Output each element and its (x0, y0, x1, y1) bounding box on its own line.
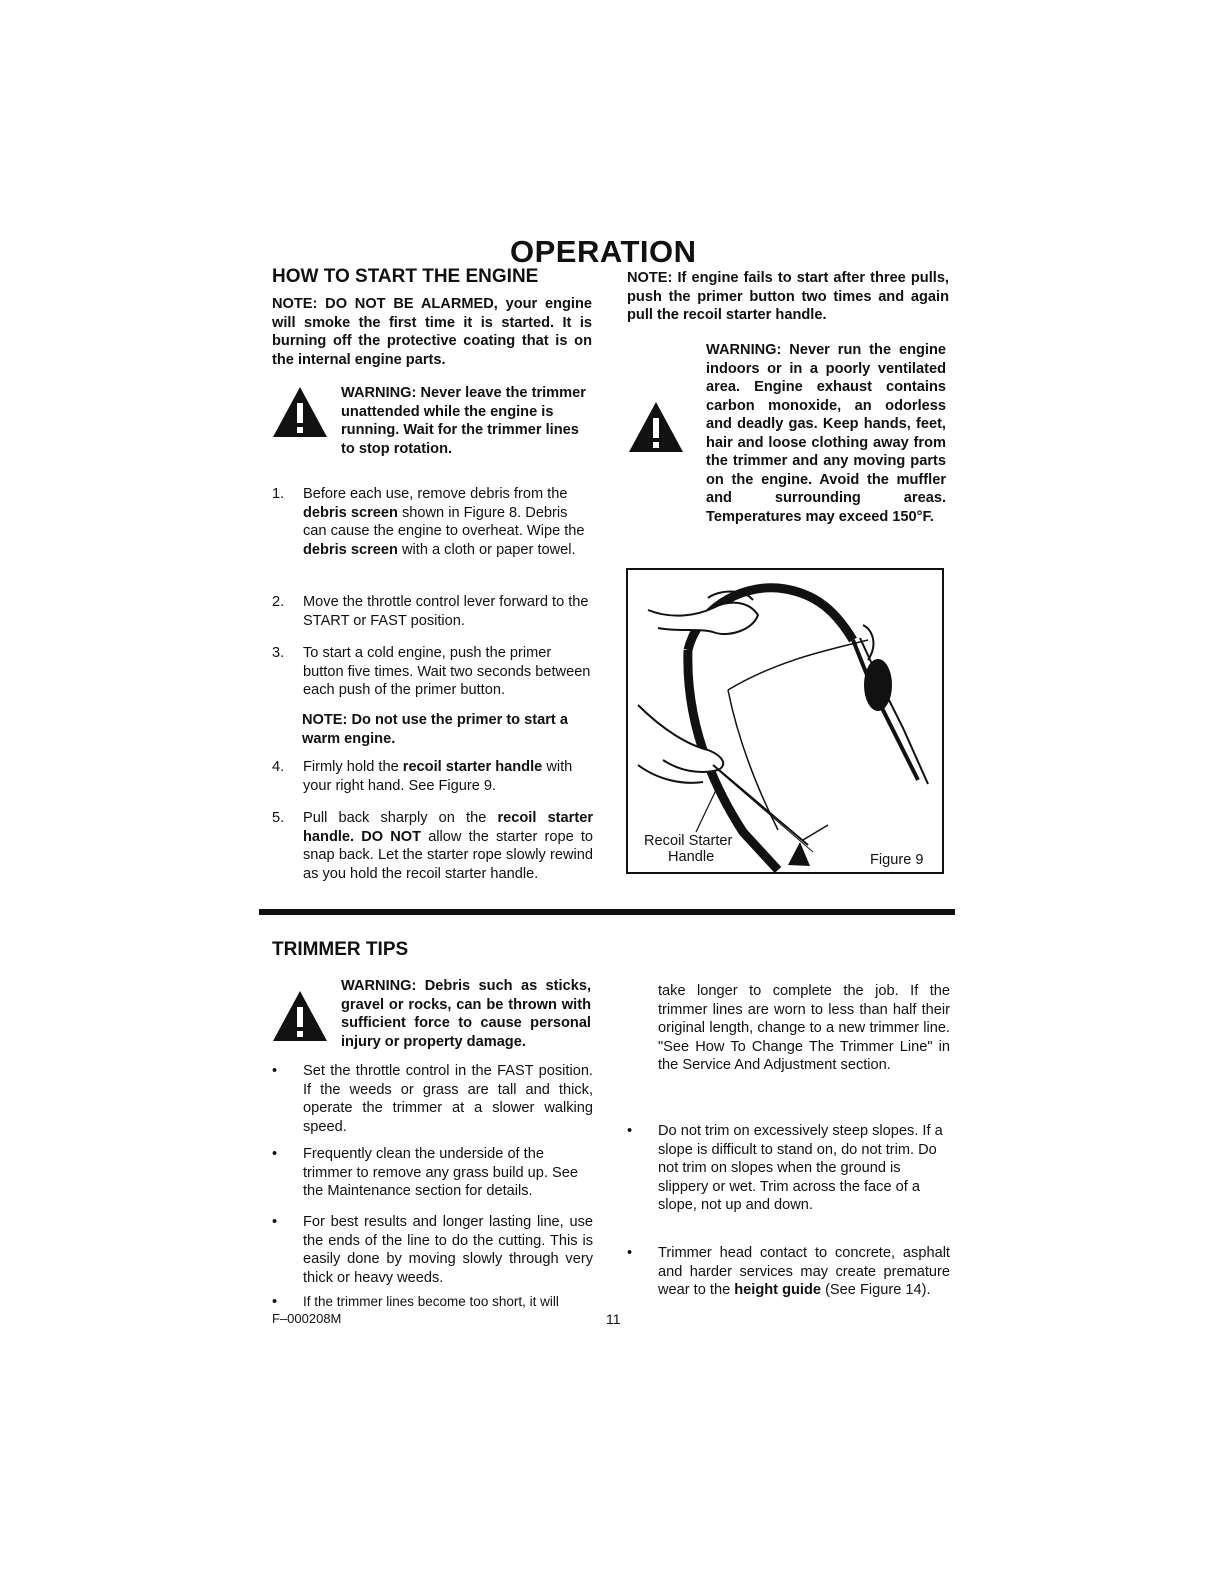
step-text: Move the throttle control lever forward to the START or FAST position. (303, 594, 589, 629)
warning-triangle-icon (271, 989, 329, 1043)
figure-label-line: Recoil Starter (644, 833, 733, 849)
page-number: 11 (606, 1311, 621, 1327)
note-fails-to-start: NOTE: If engine fails to start after three pulls, push the primer button two times and again pull the recoil starter handle. (627, 270, 949, 323)
step-text: Firmly hold the (303, 759, 403, 775)
tip-text: Frequently clean the underside of the trimmer to remove any grass build up. See the Maintenance section for details. (303, 1146, 578, 1199)
tip-continuation: take longer to complete the job. If the trimmer lines are worn to less than half their original length, change to a new trimmer line. "See How To Change The Trimmer Line" in the Service And Adjustment section. (658, 983, 950, 1073)
recoil-starter-term: recoil starter handle. (303, 810, 593, 845)
step-text: with your right hand. See Figure 9. (303, 759, 573, 794)
bullet-dot: • (627, 1245, 633, 1261)
step-number: 4. (272, 759, 285, 775)
tip-text: If the trimmer lines become too short, it will (303, 1294, 559, 1309)
tip-text: Do not trim on excessively steep slopes. If a slope is difficult to stand on, do not trim. Do not trim on slopes when the ground is slippery or wet. Trim across the face of a slope, not up and down. (658, 1123, 943, 1213)
step-number: 3. (272, 645, 285, 661)
warning-triangle-icon (271, 385, 329, 439)
step-text: with a cloth or paper towel. (397, 541, 576, 558)
page-title: OPERATION (510, 234, 697, 269)
debris-screen-term: debris screen (303, 504, 398, 521)
tip-text: (See Figure 14). (821, 1282, 931, 1298)
height-guide-term: height guide (734, 1282, 822, 1298)
tip-text: Set the throttle control in the FAST position. If the weeds or grass are tall and thick, operate the trimmer at a slower walking speed. (303, 1063, 593, 1135)
bullet-dot: • (627, 1123, 633, 1139)
step-number: 1. (272, 486, 285, 502)
step-text: shown in Figure 8. Debris can cause the engine to overheat. Wipe the (303, 504, 585, 539)
bullet-dot: • (272, 1214, 278, 1230)
bullet-dot: • (272, 1294, 278, 1310)
warning-unattended: WARNING: Never leave the trimmer unattended while the engine is running. Wait for the trimmer lines to stop rotation. (341, 385, 586, 457)
figure-caption: Figure 9 (870, 852, 924, 868)
recoil-starter-term: recoil starter handle (402, 759, 543, 775)
step-text: Before each use, remove debris from the (303, 486, 568, 502)
do-not-term: DO NOT (354, 828, 422, 845)
step-text: Pull back sharply on the (303, 810, 498, 826)
figure-label (644, 833, 732, 865)
figure-label-line: Handle (668, 849, 715, 865)
section-heading-trimmer-tips: TRIMMER TIPS (272, 939, 409, 960)
section-divider (259, 909, 955, 915)
warning-indoors: WARNING: Never run the engine indoors or in a poorly ventilated area. Engine exhaust contains carbon monoxide, an odorless and deadly gas. Keep hands, feet, hair and loose clothing away from the trimmer and any moving parts on the engine. Avoid the muffler and surrounding areas. Temperatures may exceed 150°F. (706, 342, 946, 525)
step-text: allow the starter rope to snap back. Let the starter rope slowly rewind as you hold the recoil starter handle. (303, 828, 593, 882)
warning-debris: WARNING: Debris such as sticks, gravel or rocks, can be thrown with sufficient force to cause personal injury or property damage. (341, 978, 591, 1050)
bullet-dot: • (272, 1146, 278, 1162)
tip-text: For best results and longer lasting line, use the ends of the line to do the cutting. This is easily done by moving slowly through very thick or heavy weeds. (303, 1214, 593, 1286)
warning-triangle-icon (627, 400, 685, 454)
step-text: To start a cold engine, push the primer button five times. Wait two seconds between each push of the primer button. (303, 645, 591, 698)
note-alarmed: NOTE: DO NOT BE ALARMED, your engine will smoke the first time it is started. It is burning off the protective coating that is on the internal engine parts. (272, 296, 592, 368)
footer-code: F–000208M (272, 1311, 342, 1326)
section-heading-start-engine: HOW TO START THE ENGINE (272, 266, 539, 287)
trimmer-handle-illustration (628, 570, 942, 872)
tip-text: Trimmer head contact to concrete, asphalt and harder services may create premature wear to the (658, 1245, 950, 1298)
debris-screen-term: debris screen (303, 541, 398, 558)
bullet-dot: • (272, 1063, 278, 1079)
figure-9 (626, 568, 944, 874)
step-number: 5. (272, 810, 285, 826)
note-primer-warm: NOTE: Do not use the primer to start a warm engine. (302, 712, 568, 747)
step-number: 2. (272, 594, 285, 610)
